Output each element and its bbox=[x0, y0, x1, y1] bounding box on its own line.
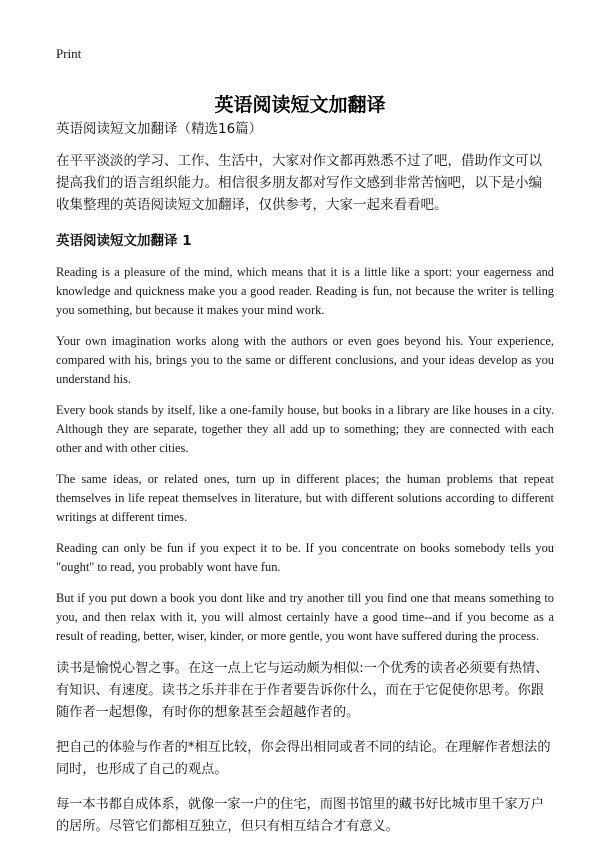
section-heading: 英语阅读短文加翻译 1 bbox=[56, 233, 192, 249]
english-paragraph-4: The same ideas, or related ones, turn up in different places; the human problems that repeat themselves in life repeat themselves in literature, but with different solutions according to different writings at different times. bbox=[56, 472, 554, 524]
chinese-paragraph-2: 把自己的体验与作者的*相互比较，你会得出相同或者不同的结论。在理解作者想法的同时，也形成了自己的观点。 bbox=[56, 740, 551, 777]
article-body bbox=[56, 118, 554, 851]
article-subtitle: 英语阅读短文加翻译（精选16篇） bbox=[56, 121, 263, 137]
page-title: 英语阅读短文加翻译 bbox=[214, 93, 386, 116]
english-paragraph-6: But if you put down a book you dont like and try another till you find one that means something to you, and then relax with it, you will almost certainly have a good time--and if you become as a result of reading, better, wiser, kinder, or more gentle, you wont have suffered during the process. bbox=[56, 591, 554, 643]
print-link[interactable]: Print bbox=[56, 46, 82, 61]
intro-paragraph: 在平平淡淡的学习、工作、生活中，大家对作文都再熟悉不过了吧，借助作文可以提高我们的语言组织能力。相信很多朋友都对写作文感到非常苦恼吧，以下是小编收集整理的英语阅读短文加翻译，仅供参考，大家一起来看看吧。 bbox=[56, 153, 542, 213]
english-paragraph-5: Reading can only be fun if you expect it to be. If you concentrate on books somebody tells you "ought" to read, you probably wont have fun. bbox=[56, 541, 554, 574]
english-paragraph-3: Every book stands by itself, like a one-family house, but books in a library are like houses in a city. Although they are separate, together they all add up to something; they are connected with each other and with other cities. bbox=[56, 403, 554, 455]
english-paragraph-2: Your own imagination works along with the authors or even goes beyond his. Your experience, compared with his, brings you to the same or different conclusions, and your ideas develop as you understand his. bbox=[56, 334, 554, 386]
chinese-paragraph-1: 读书是愉悦心智之事。在这一点上它与运动颇为相似:一个优秀的读者必须要有热情、有知识、有速度。读书之乐并非在于作者要告诉你什么，而在于它促使你思考。你跟随作者一起想像，有时你的想象甚至会超越作者的。 bbox=[56, 661, 549, 720]
chinese-paragraph-3: 每一本书都自成体系，就像一家一户的住宅，而图书馆里的藏书好比城市里千家万户的居所。尽管它们都相互独立，但只有相互结合才有意义。 bbox=[56, 797, 544, 834]
english-paragraph-1: Reading is a pleasure of the mind, which means that it is a little like a sport: your eagerness and knowledge and quickness make you a good reader. Reading is fun, not because the writer is telling you something, but because it makes your mind work. bbox=[56, 265, 554, 317]
